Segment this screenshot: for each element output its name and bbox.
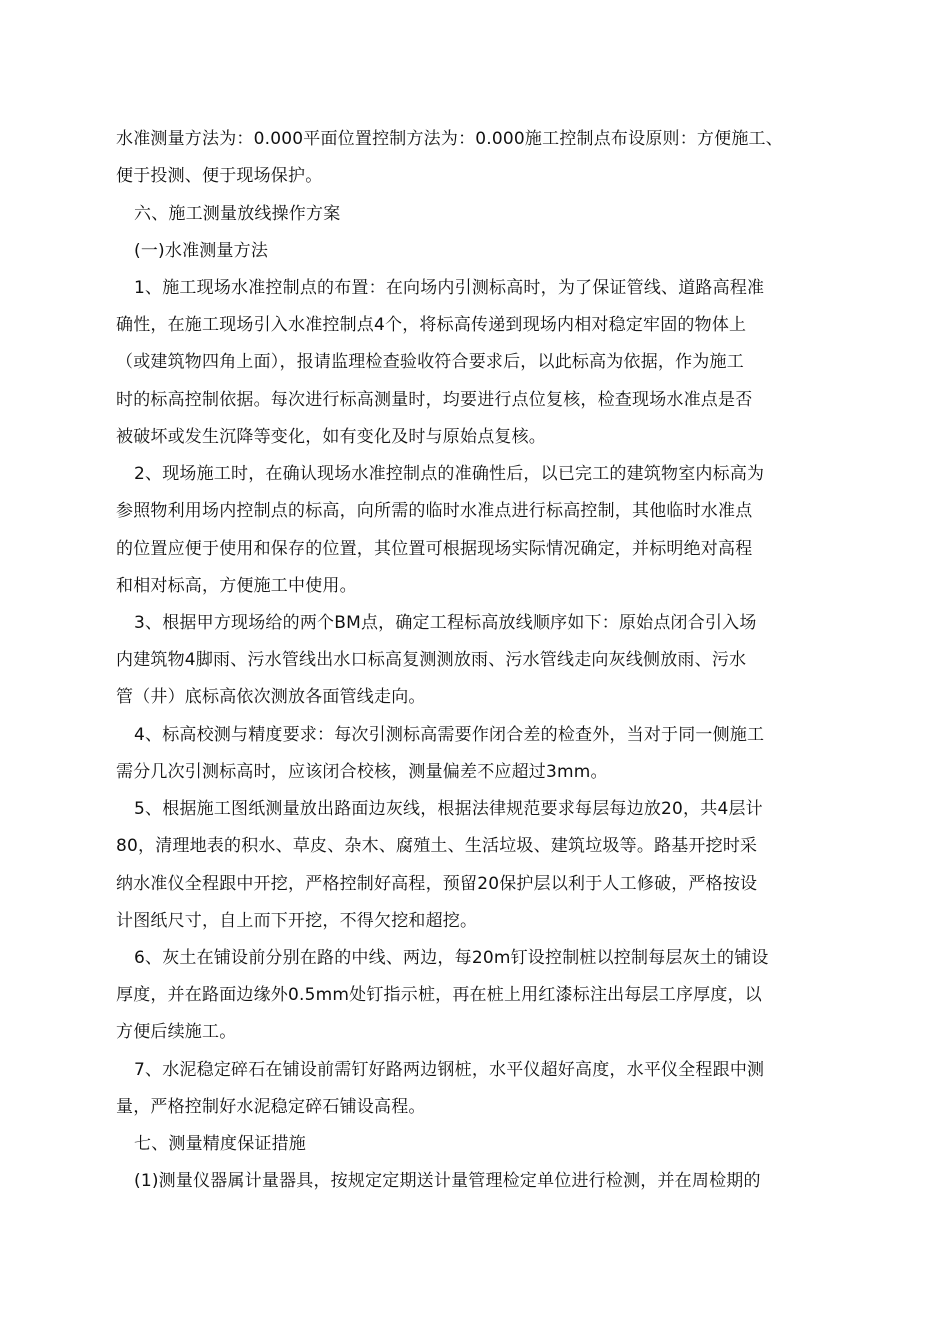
paragraph-line: 内建筑物4脚雨、污水管线出水口标高复测测放雨、污水管线走向灰线侧放雨、污水	[116, 650, 747, 670]
paragraph-line: 量，严格控制好水泥稳定碎石铺设高程。	[116, 1097, 426, 1117]
paragraph-line: 1、施工现场水准控制点的布置：在向场内引测标高时，为了保证管线、道路高程准	[134, 278, 765, 298]
paragraph-line: 便于投测、便于现场保护。	[116, 166, 323, 186]
paragraph-line: 管（井）底标高依次测放各面管线走向。	[116, 687, 426, 707]
paragraph-line: 6、灰土在铺设前分别在路的中线、两边，每20m钉设控制桩以控制每层灰土的铺设	[134, 948, 769, 968]
paragraph-line: 厚度，并在路面边缘外0.5mm处钉指示桩，再在桩上用红漆标注出每层工序厚度，以	[116, 985, 762, 1005]
section-heading: 七、测量精度保证措施	[134, 1134, 306, 1154]
paragraph-line: （或建筑物四角上面），报请监理检查验收符合要求后，以此标高为依据，作为施工	[116, 352, 744, 372]
paragraph-line: 水准测量方法为：0.000平面位置控制方法为：0.000施工控制点布设原则：方便施工、	[116, 129, 783, 149]
paragraph-line: 需分几次引测标高时，应该闭合校核，测量偏差不应超过3mm。	[116, 762, 608, 782]
subsection-heading: (一)水准测量方法	[134, 241, 269, 261]
paragraph-line: 参照物利用场内控制点的标高，向所需的临时水准点进行标高控制，其他临时水准点	[116, 501, 753, 521]
paragraph-line: 7、水泥稳定碎石在铺设前需钉好路两边钢桩，水平仪超好高度，水平仪全程跟中测	[134, 1060, 765, 1080]
paragraph-line: 的位置应便于使用和保存的位置，其位置可根据现场实际情况确定，并标明绝对高程	[116, 539, 753, 559]
section-heading: 六、施工测量放线操作方案	[134, 204, 341, 224]
paragraph-line: 80，清理地表的积水、草皮、杂木、腐殖土、生活垃圾、建筑垃圾等。路基开挖时采	[116, 836, 758, 856]
paragraph-line: 被破坏或发生沉降等变化，如有变化及时与原始点复核。	[116, 427, 546, 447]
paragraph-line: 纳水准仪全程跟中开挖，严格控制好高程，预留20保护层以利于人工修破，严格按设	[116, 874, 758, 894]
paragraph-line: (1)测量仪器属计量器具，按规定定期送计量管理检定单位进行检测，并在周检期的	[134, 1171, 761, 1191]
paragraph-line: 计图纸尺寸，自上而下开挖，不得欠挖和超挖。	[116, 911, 478, 931]
paragraph-line: 和相对标高，方便施工中使用。	[116, 576, 357, 596]
paragraph-line: 5、根据施工图纸测量放出路面边灰线，根据法律规范要求每层每边放20，共4层计	[134, 799, 763, 819]
paragraph-line: 确性，在施工现场引入水准控制点4个，将标高传递到现场内相对稳定牢固的物体上	[116, 315, 747, 335]
paragraph-line: 方便后续施工。	[116, 1022, 237, 1042]
paragraph-line: 3、根据甲方现场给的两个BM点，确定工程标高放线顺序如下：原始点闭合引入场	[134, 613, 757, 633]
paragraph-line: 4、标高校测与精度要求：每次引测标高需要作闭合差的检查外，当对于同一侧施工	[134, 725, 765, 745]
paragraph-line: 2、现场施工时，在确认现场水准控制点的准确性后，以已完工的建筑物室内标高为	[134, 464, 765, 484]
paragraph-line: 时的标高控制依据。每次进行标高测量时，均要进行点位复核，检查现场水准点是否	[116, 390, 753, 410]
